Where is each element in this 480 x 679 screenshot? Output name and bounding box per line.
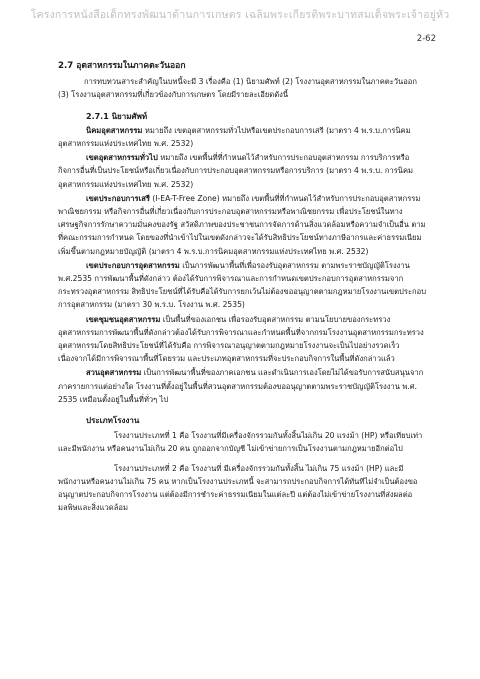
definition-industrial-park <box>58 366 430 406</box>
definition-general-zone <box>58 151 430 191</box>
definition-term: เขตอุตสาหกรรมทั่วไป <box>86 153 158 163</box>
page-number: 2-62 <box>416 34 436 44</box>
definition-term: นิคมอุตสาหกรรม <box>86 125 143 135</box>
definition-term: สวนอุตสาหกรรม <box>86 368 142 378</box>
definition-text: เป็นการพัฒนาพื้นที่เพื่อรองรับอุตสาหกรรม ตามพระราชบัญญัติโรงงาน พ.ศ.2535 การพัฒนาพื้นที่ดังกล่าว ต้องได้รับการพิจารณาและการกำหนดเขตประกอบการอุตสาหกรรมจากกระทรวงอุตสาหกรรม สิทธิประโยชน์ที่ได้รับคือได้รับการยกเว้นไม่ต้องขออนุญาตตามกฎหมายโรงงานเขตประกอบการอุตสาหกรรม (มาตรา 30 พ.ร.บ. โรงงาน พ.ศ. 2535) <box>58 260 427 310</box>
definition-text: หมายถึง เขตอุตสาหกรรมทั่วไปหรือเขตประกอบการเสรี (มาตรา 4 พ.ร.บ.การนิคมอุตสาหกรรมแห่งประเทศไทย พ.ศ. 2532) <box>58 125 411 149</box>
definition-industrial-operating-zone <box>58 259 430 312</box>
factory-type-2: โรงงานประเภทที่ 2 คือ โรงงานที่ มีเครื่องจักรรวมกันทั้งสิ้น ไม่เกิน 75 แรงม้า (HP) และมีพนักงานหรือคนงานไม่เกิน 75 คน หากเป็นโรงงานประเภทนี้ จะสามารถประกอบกิจการได้ทันทีไม่จำเป็นต้องขออนุญาตประกอบกิจการโรงงาน แต่ต้องมีการชำระค่าธรรมเนียมในแต่ละปี แต่ต้องไม่เข้าข่ายโรงงานที่ส่งผลต่อมลพิษและสิ่งแวดล้อม <box>58 463 418 513</box>
page-body <box>58 60 430 515</box>
definition-text: (I-EA-T-Free Zone) หมายถึง เขตพื้นที่ที่กำหนดไว้สำหรับการประกอบอุตสาหกรรมพาณิชยกรรม หรือกิจการอื่นที่เกี่ยวเนื่องกับการประกอบอุตสาหกรรมหรือพาณิชยกรรม เพื่อประโยชน์ในทางเศรษฐกิจการรักษาความมั่นคงของรัฐ สวัสดิภาพของประชาชนการจัดการด้านสิ่งแวดล้อมหรือความจำเป็นอื่น ตามที่คณะกรรมการกำหนด โดยของที่นำเข้าไปในเขตดังกล่าวจะได้รับสิทธิประโยชน์ทางภาษีอากรและค่าธรรมเนียมเพิ่มขึ้นตามกฎหมายบัญญัติ (มาตรา 4 พ.ร.บ.การนิคมอุตสาหกรรมแห่งประเทศไทย พ.ศ. 2532) <box>58 193 426 256</box>
factory-types-title: ประเภทโรงงาน <box>86 416 140 426</box>
definition-text: เป็นการพัฒนาพื้นที่ของภาคเอกชน และดำเนินการเองโดยไม่ได้ขอรับการสนับสนุนจากภาครายการแต่อย่างใด โรงงานที่ตั้งอยู่ในพื้นที่สวนอุตสาหกรรมต้องขออนุญาตตามพระราชบัญญัติโรงงาน พ.ศ. 2535 เหมือนตั้งอยู่ในพื้นที่ทั่วๆ ไป <box>58 368 424 404</box>
factory-type-1: โรงงานประเภทที่ 1 คือ โรงงานที่มีเครื่องจักรรวมกันทั้งสิ้นไม่เกิน 20 แรงม้า (HP) หรือเทียบเท่า และมีพนักงาน หรือคนงานไม่เกิน 20 คน ถูกออกจากบัญชี ไม่เข้าข่ายการเป็นโรงงานตามกฎหมายอีกต่อไป <box>58 431 423 454</box>
section-title: 2.7 อุตสาหกรรมในภาคตะวันออก <box>58 61 186 71</box>
definition-free-zone <box>58 192 430 258</box>
definition-industrial-community <box>58 313 430 366</box>
definition-text: เป็นพื้นที่ของเอกชน เพื่อรองรับอุตสาหกรรม ตามนโยบายของกระทรวงอุตสาหกรรมการพัฒนาพื้นที่ดังกล่าวต้องได้รับการพิจารณาและกำหนดพื้นที่จากกรมโรงงานอุตสาหกรรมกระทรวงอุตสาหกรรมโดยสิทธิประโยชน์ที่ได้รับคือ การพิจารณาอนุญาตตามกฎหมายโรงงานจะเป็นไปอย่างรวดเร็ว เนื่องจากได้มีการพิจารณาพื้นที่โดยรวม และประเภทอุตสาหกรรมที่จะประกอบกิจการในพื้นที่ดังกล่าวแล้ว <box>58 314 424 364</box>
section-intro: การทบทวนสาระสำคัญในบทนี้จะมี 3 เรื่องคือ (1) นิยามศัพท์ (2) โรงงานอุตสาหกรรมในภาคตะวันออก (3) โรงงานอุตสาหกรรมที่เกี่ยวข้องกับการเกษตร โดยมีรายละเอียดดังนี้ <box>58 77 417 100</box>
subsection-title: 2.7.1 นิยามศัพท์ <box>86 111 148 121</box>
definition-text: หมายถึง เขตพื้นที่ที่กำหนดไว้สำหรับการประกอบอุตสาหกรรม การบริการหรือกิจการอื่นที่เป็นประโยชน์หรือเกี่ยวเนื่องกับการประกอบอุตสาหกรรมหรือการบริการ (มาตรา 4 พ.ร.บ. การนิคมอุตสาหกรรมแห่งประเทศไทย พ.ศ. 2532) <box>58 153 414 189</box>
definition-term: เขตประกอบการเสรี <box>86 193 150 203</box>
definition-industrial-estate <box>58 124 430 150</box>
page-header: โครงการหนังสือเด็กทรงพัฒนาด้านการเกษตร เฉลิมพระเกียรติพระบาทสมเด็จพระเจ้าอยู่หัว <box>30 9 450 21</box>
definition-term: เขตประกอบการอุตสาหกรรม <box>86 260 180 270</box>
definition-term: เขตชุมชนอุตสาหกรรม <box>86 314 161 324</box>
